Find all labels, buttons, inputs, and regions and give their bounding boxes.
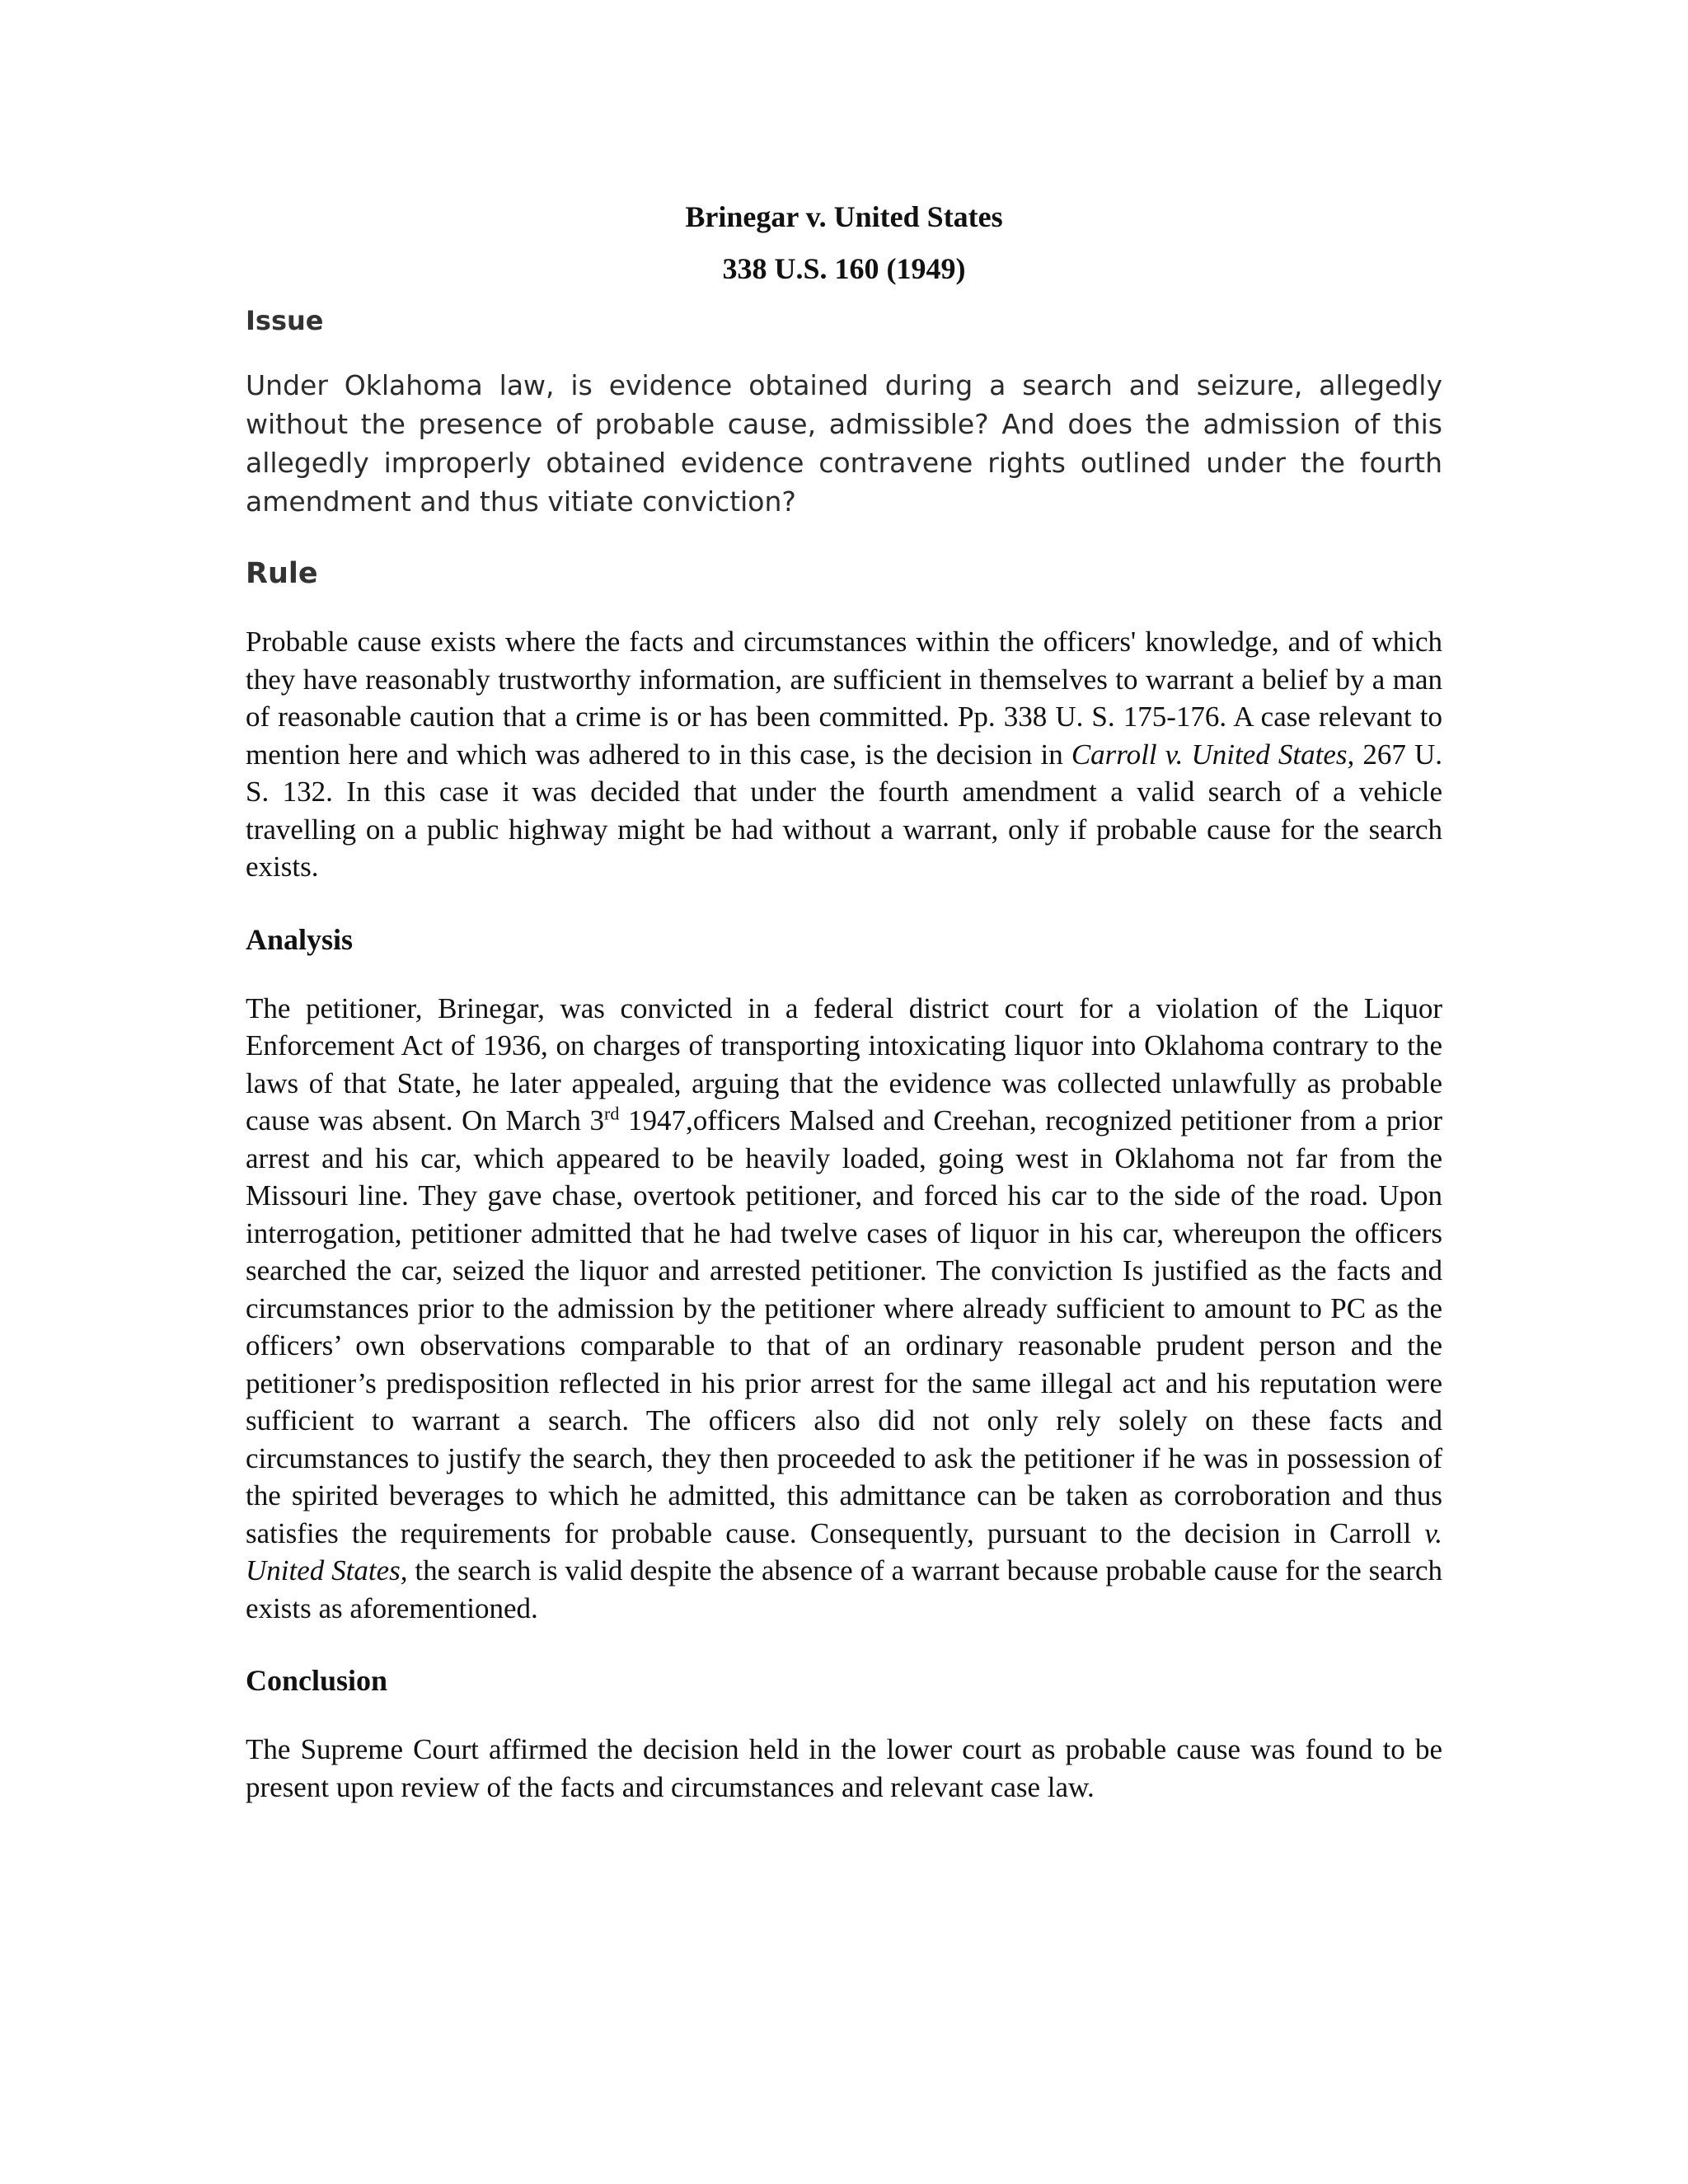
document-title: Brinegar v. United States: [685, 200, 1003, 233]
analysis-text-part-1: The petitioner, Brinegar, was convicted in a federal district court for a violation of the Liquor Enforcement Act of 1936, on charges of transporting intoxicating liquor into Oklahoma contrary to the laws of that State, he later appealed, arguing that the evidence was collected unlawfully as probable cause was absent. On March 3: [246, 991, 1442, 1137]
analysis-heading: Analysis: [246, 922, 354, 956]
conclusion-heading: Conclusion: [246, 1664, 388, 1698]
analysis-case-name: v. United States,: [246, 1516, 1442, 1587]
ordinal-superscript: rd: [604, 1103, 620, 1124]
issue-paragraph: Under Oklahoma law, is evidence obtained during a search and seizure, allegedly without the presence of probable cause, admissible? And does the admission of this allegedly improperly obtained evidence contravene rights outlined under the fourth amendment and thus vitiate conviction?: [246, 369, 1442, 518]
issue-heading: Issue: [246, 305, 324, 337]
analysis-paragraph: [246, 990, 1442, 1628]
case-citation: 338 U.S. 160 (1949): [722, 252, 966, 286]
rule-paragraph: [246, 623, 1442, 886]
conclusion-paragraph: The Supreme Court affirmed the decision held in the lower court as probable cause was found to be present upon review of the facts and circumstances and relevant case law.: [246, 1733, 1442, 1803]
rule-heading: Rule: [246, 557, 318, 591]
analysis-text-part-3: the search is valid despite the absence of a warrant because probable cause for the search exists as aforementioned.: [246, 1554, 1442, 1624]
analysis-text-part-2: 1947,officers Malsed and Creehan, recognized petitioner from a prior arrest and his car, which appeared to be heavily loaded, going west in Oklahoma not far from the Missouri line. They gave chase, overtook petitioner, and forced his car to the side of the road. Upon interrogation, petitioner admitted that he had twelve cases of liquor in his car, whereupon the officers searched the car, seized the liquor and arrested petitioner. The conviction Is justified as the facts and circumstances prior to the admission by the petitioner where already sufficient to amount to PC as the officers’ own observations comparable to that of an ordinary reasonable prudent person and the petitioner’s predisposition reflected in his prior arrest for the same illegal act and his reputation were sufficient to warrant a search. The officers also did not only rely solely on these facts and circumstances to justify the search, they then proceeded to ask the petitioner if he was in possession of the spirited beverages to which he admitted, this admittance can be taken as corroboration and thus satisfies the requirements for probable cause. Consequently, pursuant to the decision in Carroll: [246, 1104, 1442, 1549]
rule-text-part-2: 267 U. S. 132. In this case it was decided that under the fourth amendment a valid search of a vehicle travelling on a public highway might be had without a warrant, only if probable cause for the search exists.: [246, 738, 1442, 883]
document-page: [246, 199, 1442, 1806]
rule-text-part-1: Probable cause exists where the facts and circumstances within the officers' knowledge, and of which they have reasonably trustworthy information, are sufficient in themselves to warrant a belief by a man of reasonable caution that a crime is or has been committed. Pp. 338 U. S. 175-176. A case relevant to mention here and which was adhered to in this case, is the decision in: [246, 626, 1442, 771]
rule-case-name: Carroll v. United States,: [1071, 738, 1355, 771]
